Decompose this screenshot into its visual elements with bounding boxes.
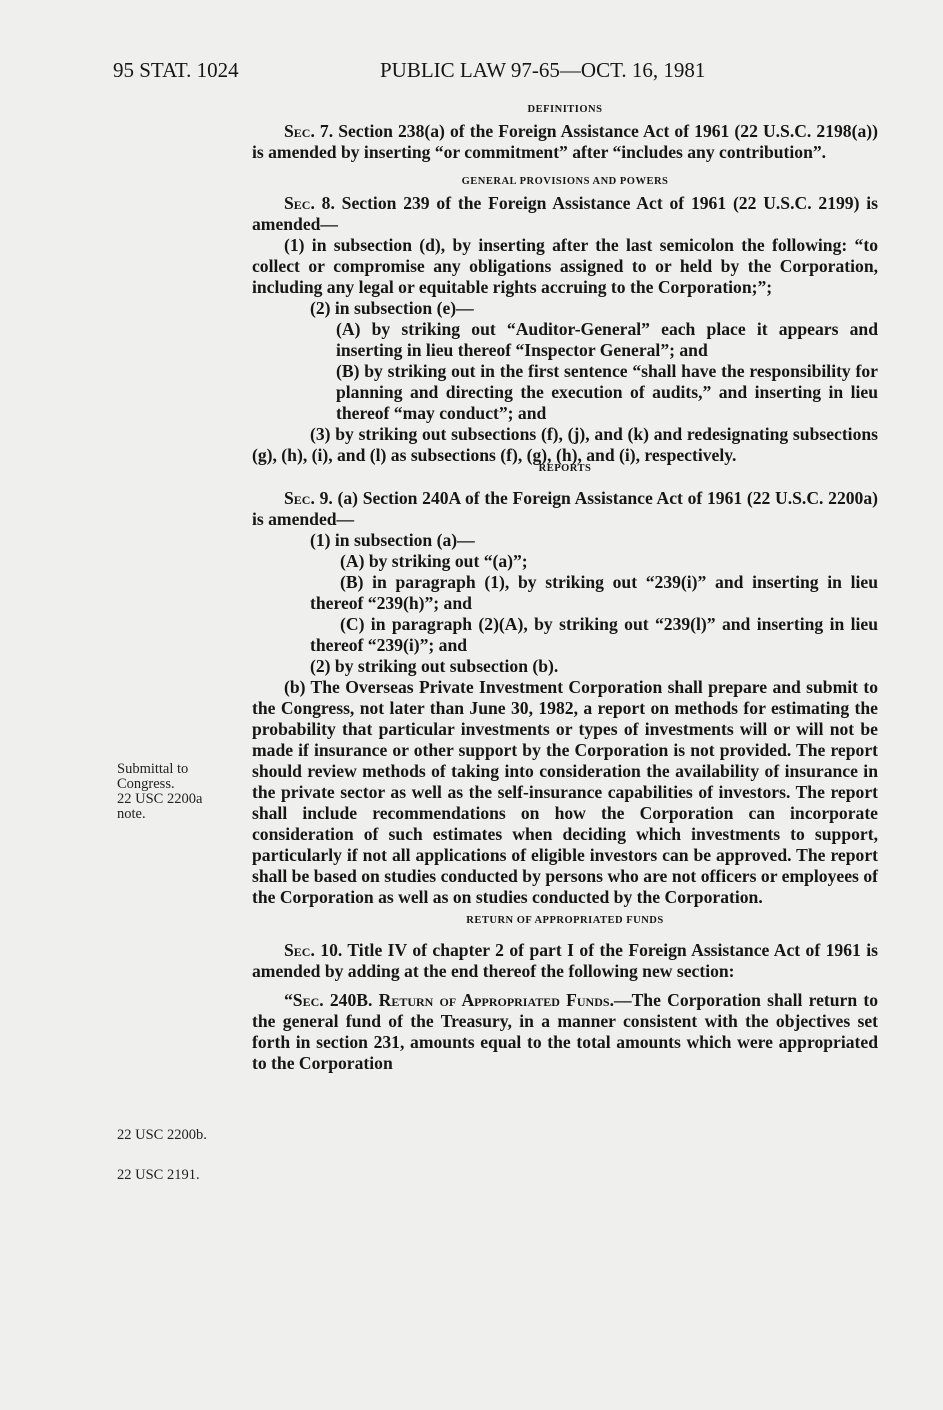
section-8-para-2: (2) in subsection (e)— [310, 298, 474, 318]
section-8-para-3: (3) by striking out subsections (f), (j), and (k) and redesignating subsections (g), (h), (i), and (l) as subsections (f), (g), (h), and (i), respectively. [252, 424, 878, 465]
heading-definitions: DEFINITIONS [527, 104, 603, 115]
heading-return-of-funds: RETURN OF APPROPRIATED FUNDS [466, 915, 664, 926]
section-8 [252, 193, 878, 235]
margin-note-line: Congress. [117, 776, 175, 792]
heading-reports: REPORTS [538, 463, 592, 474]
margin-note-line: 22 USC 2200a [117, 791, 203, 807]
section-label: “Sec. 240B. Return of Appropriated Funds. [284, 990, 614, 1010]
section-8-para-2B: (B) by striking out in the first sentence “shall have the responsibility for planning and directing the execution of audits,” and inserting in lieu thereof “may conduct”; and [336, 361, 878, 423]
section-text: (a) Section 240A of the Foreign Assistance Act of 1961 (22 U.S.C. 2200a) is amended— [252, 488, 878, 529]
heading-general-provisions: GENERAL PROVISIONS AND POWERS [461, 176, 669, 187]
margin-note-submittal [117, 762, 202, 822]
section-9-subsection-b: (b) The Overseas Private Investment Corporation shall prepare and submit to the Congress, not later than June 30, 1982, a report on methods for estimating the probability that particular investments or types of investments will or will not be made if insurance or other support by the Corporation is not provided. The report should review methods of taking into consideration the availability of insurance in the private sector as well as the self-insurance capabilities of investors. The report shall include recommendations on how the Corporation can incorporate consideration of such estimates when deciding which investments to support, particularly if not all applications of eligible investors can be approved. The report shall be based on studies conducted by persons who are not officers or employees of the Corporation as well as on studies conducted by the Corporation. [252, 677, 878, 907]
section-label: Sec. 8. [284, 193, 335, 213]
section-text: Section 239 of the Foreign Assistance Act of 1961 (22 U.S.C. 2199) is amended— [252, 193, 878, 234]
section-7 [252, 121, 878, 163]
page-header [0, 58, 943, 88]
margin-note-2200b: 22 USC 2200b. [117, 1127, 207, 1143]
section-label: Sec. 9. [284, 488, 333, 508]
section-9 [252, 488, 878, 530]
statute-page-number: 95 STAT. 1024 [113, 58, 239, 82]
section-10 [252, 940, 878, 982]
section-label: Sec. 10. [284, 940, 343, 960]
section-label: Sec. 7. [284, 121, 334, 141]
section-9-para-1A: (A) by striking out “(a)”; [340, 551, 528, 571]
public-law-title: PUBLIC LAW 97-65—OCT. 16, 1981 [380, 58, 706, 82]
section-9-para-1C: (C) in paragraph (2)(A), by striking out “239(l)” and inserting in lieu thereof “239(i)”; and [310, 614, 878, 655]
document-body [252, 103, 878, 1074]
section-240B [252, 990, 878, 1074]
section-9-para-2: (2) by striking out subsection (b). [310, 656, 559, 676]
section-8-para-2A: (A) by striking out “Auditor-General” each place it appears and inserting in lieu thereof “Inspector General”; and [336, 319, 878, 360]
margin-note-2191: 22 USC 2191. [117, 1167, 200, 1183]
section-9-para-1: (1) in subsection (a)— [310, 530, 475, 550]
section-9-para-1B: (B) in paragraph (1), by striking out “239(i)” and inserting in lieu thereof “239(h)”; and [310, 572, 878, 613]
section-text: Title IV of chapter 2 of part I of the Foreign Assistance Act of 1961 is amended by adding at the end thereof the following new section: [252, 940, 878, 981]
section-8-para-1: (1) in subsection (d), by inserting after the last semicolon the following: “to collect or compromise any obligations assigned to or held by the Corporation, including any legal or equitable rights accruing to the Corporation;”; [252, 235, 878, 297]
section-text: Section 238(a) of the Foreign Assistance Act of 1961 (22 U.S.C. 2198(a)) is amended by inserting “or commitment” after “includes any contribution”. [252, 121, 878, 162]
margin-note-line: note. [117, 806, 146, 822]
section-text: —The Corporation shall return to the general fund of the Treasury, in a manner consistent with the objectives set forth in section 231, amounts equal to the total amounts which were appropriated to the Corporation [252, 990, 878, 1073]
margin-note-line: Submittal to [117, 761, 189, 777]
